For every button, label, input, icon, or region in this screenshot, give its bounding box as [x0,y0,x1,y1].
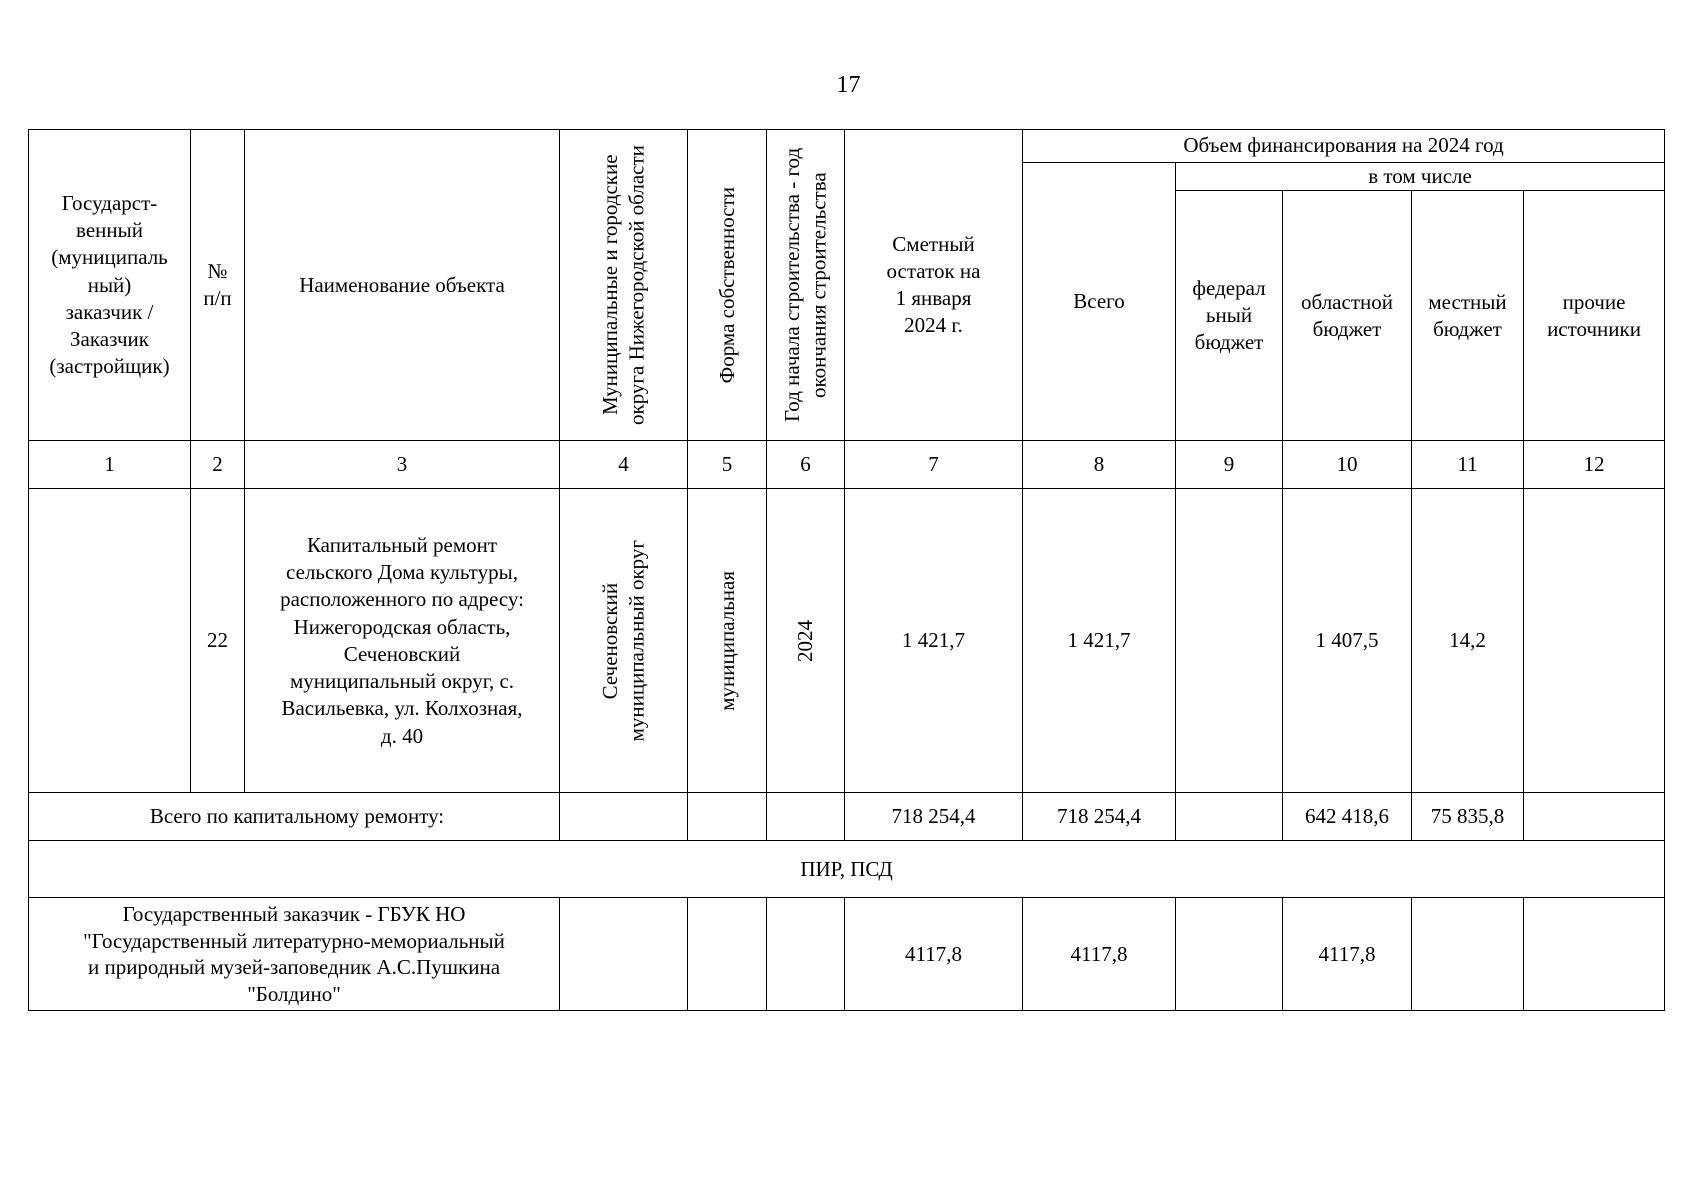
customer-years [767,898,845,1011]
object-estimate: 1 421,7 [845,489,1023,793]
header-including: в том числе [1176,163,1665,191]
section-row [29,841,1665,898]
header-customer: Государст- венный (муниципаль ный) заказчик / Заказчик (застройщик) [29,130,191,441]
customer-estimate: 4117,8 [845,898,1023,1011]
column-number: 8 [1023,441,1176,489]
customer-municipality [560,898,688,1011]
object-total: 1 421,7 [1023,489,1176,793]
total-municipality [560,793,688,841]
total-estimate: 718 254,4 [845,793,1023,841]
object-local: 14,2 [1412,489,1524,793]
total-row [29,793,1665,841]
financing-table [28,129,1665,1011]
total-years [767,793,845,841]
header-ownership-text: Форма собственности [714,186,739,384]
column-numbers-row [29,441,1665,489]
column-number: 4 [560,441,688,489]
customer-ownership [688,898,767,1011]
page-number: 17 [836,72,861,98]
header-ownership [688,130,767,441]
header-municipality [560,130,688,441]
customer-federal [1176,898,1283,1011]
header-other: прочие источники [1524,191,1665,441]
customer-local [1412,898,1524,1011]
object-number: 22 [191,489,245,793]
column-number: 2 [191,441,245,489]
customer-total: 4117,8 [1023,898,1176,1011]
total-local: 75 835,8 [1412,793,1524,841]
object-other [1524,489,1665,793]
section-title: ПИР, ПСД [29,841,1665,898]
total-ownership [688,793,767,841]
object-federal [1176,489,1283,793]
total-other [1524,793,1665,841]
header-estimate: Сметный остаток на 1 января 2024 г. [845,130,1023,441]
header-local: местный бюджет [1412,191,1524,441]
column-number: 6 [767,441,845,489]
header-federal: федерал ьный бюджет [1176,191,1283,441]
header-regional: областной бюджет [1283,191,1412,441]
total-regional: 642 418,6 [1283,793,1412,841]
column-number: 12 [1524,441,1665,489]
column-number: 5 [688,441,767,489]
customer-regional: 4117,8 [1283,898,1412,1011]
customer-row [29,898,1665,1011]
object-ownership [688,489,767,793]
column-number: 1 [29,441,191,489]
object-municipality [560,489,688,793]
customer-label: Государственный заказчик - ГБУК НО "Государственный литературно-мемориальный и природный музей-заповедник А.С.Пушкина "Болдино" [29,898,560,1011]
total-label: Всего по капитальному ремонту: [29,793,560,841]
header-years-text: Год начала строительства - год окончания строительства [780,148,831,423]
header-number: № п/п [191,130,245,441]
object-customer [29,489,191,793]
object-years [767,489,845,793]
header-municipality-text: Муниципальные и городские округа Нижегородской области [598,145,649,426]
header-funding-group: Объем финансирования на 2024 год [1023,130,1665,163]
total-total: 718 254,4 [1023,793,1176,841]
object-row [29,489,1665,793]
column-number: 10 [1283,441,1412,489]
header-years [767,130,845,441]
header-object-name: Наименование объекта [245,130,560,441]
object-name: Капитальный ремонт сельского Дома культуры, расположенного по адресу: Нижегородская область, Сеченовский муниципальный округ, с. Васильевка, ул. Колхозная, д. 40 [245,489,560,793]
object-years-text: 2024 [793,619,818,662]
object-regional: 1 407,5 [1283,489,1412,793]
object-ownership-text: муниципальная [714,570,739,711]
header-total: Всего [1023,163,1176,441]
column-number: 9 [1176,441,1283,489]
column-number: 3 [245,441,560,489]
object-municipality-text: Сеченовский муниципальный округ [598,540,649,742]
customer-other [1524,898,1665,1011]
header-row-1 [29,130,1665,163]
total-federal [1176,793,1283,841]
column-number: 7 [845,441,1023,489]
column-number: 11 [1412,441,1524,489]
